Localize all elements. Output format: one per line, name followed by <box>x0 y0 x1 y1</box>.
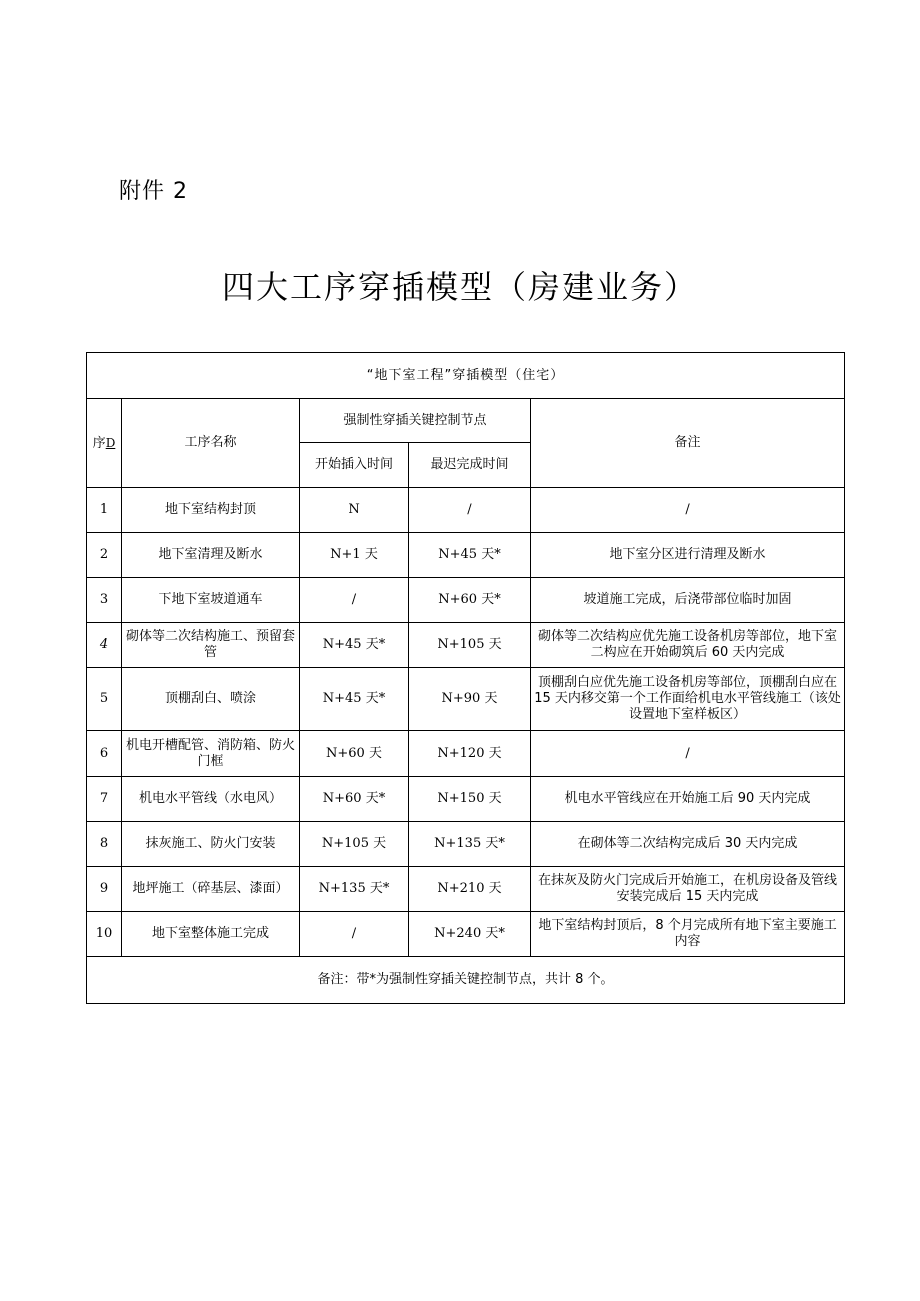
row-name: 顶棚刮白、喷涂 <box>122 668 300 731</box>
row-start: N+60 天 <box>300 731 409 777</box>
row-remark: 在抹灰及防火门完成后开始施工，在机房设备及管线安装完成后 15 天内完成 <box>531 867 845 912</box>
row-remark: / <box>531 731 845 777</box>
table-row <box>87 578 845 623</box>
row-finish: N+45 天* <box>409 533 531 578</box>
row-finish: N+120 天 <box>409 731 531 777</box>
table-footnote: 备注：带*为强制性穿插关键控制节点，共计 8 个。 <box>87 957 845 1004</box>
row-name: 机电水平管线（水电风） <box>122 777 300 822</box>
row-no: 10 <box>87 912 122 957</box>
header-start: 开始插入时间 <box>300 443 409 488</box>
row-name: 地下室整体施工完成 <box>122 912 300 957</box>
row-no: 8 <box>87 822 122 867</box>
table-row <box>87 488 845 533</box>
row-start: N+1 天 <box>300 533 409 578</box>
row-finish: N+90 天 <box>409 668 531 731</box>
row-start: N+105 天 <box>300 822 409 867</box>
table-title: “地下室工程”穿插模型（住宅） <box>87 353 845 399</box>
row-start: N+60 天* <box>300 777 409 822</box>
header-seq <box>87 399 122 488</box>
row-finish: N+60 天* <box>409 578 531 623</box>
row-name: 下地下室坡道通车 <box>122 578 300 623</box>
row-start: N+45 天* <box>300 623 409 668</box>
row-start: / <box>300 578 409 623</box>
row-no: 7 <box>87 777 122 822</box>
row-no: 9 <box>87 867 122 912</box>
row-finish: / <box>409 488 531 533</box>
header-remark: 备注 <box>531 399 845 488</box>
table-row <box>87 822 845 867</box>
row-remark: 在砌体等二次结构完成后 30 天内完成 <box>531 822 845 867</box>
header-nodes-group: 强制性穿插关键控制节点 <box>300 399 531 443</box>
table-row <box>87 623 845 668</box>
row-finish: N+210 天 <box>409 867 531 912</box>
header-seq-suffix: D <box>105 435 116 450</box>
row-name: 机电开槽配管、消防箱、防火门框 <box>122 731 300 777</box>
row-remark: 地下室分区进行清理及断水 <box>531 533 845 578</box>
row-no: 1 <box>87 488 122 533</box>
table-row <box>87 777 845 822</box>
header-finish: 最迟完成时间 <box>409 443 531 488</box>
row-no: 2 <box>87 533 122 578</box>
row-remark: 地下室结构封顶后，8 个月完成所有地下室主要施工内容 <box>531 912 845 957</box>
row-remark: 坡道施工完成，后浇带部位临时加固 <box>531 578 845 623</box>
row-name: 地下室结构封顶 <box>122 488 300 533</box>
header-name: 工序名称 <box>122 399 300 488</box>
row-no: 5 <box>87 668 122 731</box>
row-finish: N+135 天* <box>409 822 531 867</box>
table-row <box>87 533 845 578</box>
row-finish: N+150 天 <box>409 777 531 822</box>
table-row <box>87 912 845 957</box>
table-row <box>87 731 845 777</box>
row-start: N <box>300 488 409 533</box>
row-no: 4 <box>87 623 122 668</box>
row-remark: / <box>531 488 845 533</box>
row-remark: 顶棚刮白应优先施工设备机房等部位，顶棚刮白应在 15 天内移交第一个工作面给机电水平管线施工（该处设置地下室样板区） <box>531 668 845 731</box>
row-name: 抹灰施工、防火门安装 <box>122 822 300 867</box>
interleave-model-table <box>86 352 845 1004</box>
row-name: 地坪施工（碎基层、漆面） <box>122 867 300 912</box>
row-remark: 机电水平管线应在开始施工后 90 天内完成 <box>531 777 845 822</box>
header-seq-label: 序 <box>92 435 106 451</box>
table-row <box>87 668 845 731</box>
row-remark: 砌体等二次结构应优先施工设备机房等部位，地下室二构应在开始砌筑后 60 天内完成 <box>531 623 845 668</box>
attachment-label: 附件 2 <box>119 179 188 204</box>
table-row <box>87 867 845 912</box>
row-no: 6 <box>87 731 122 777</box>
row-start: N+45 天* <box>300 668 409 731</box>
row-name: 地下室清理及断水 <box>122 533 300 578</box>
row-no: 3 <box>87 578 122 623</box>
row-finish: N+105 天 <box>409 623 531 668</box>
document-title: 四大工序穿插模型（房建业务） <box>221 268 698 306</box>
row-finish: N+240 天* <box>409 912 531 957</box>
row-name: 砌体等二次结构施工、预留套管 <box>122 623 300 668</box>
row-start: N+135 天* <box>300 867 409 912</box>
row-start: / <box>300 912 409 957</box>
